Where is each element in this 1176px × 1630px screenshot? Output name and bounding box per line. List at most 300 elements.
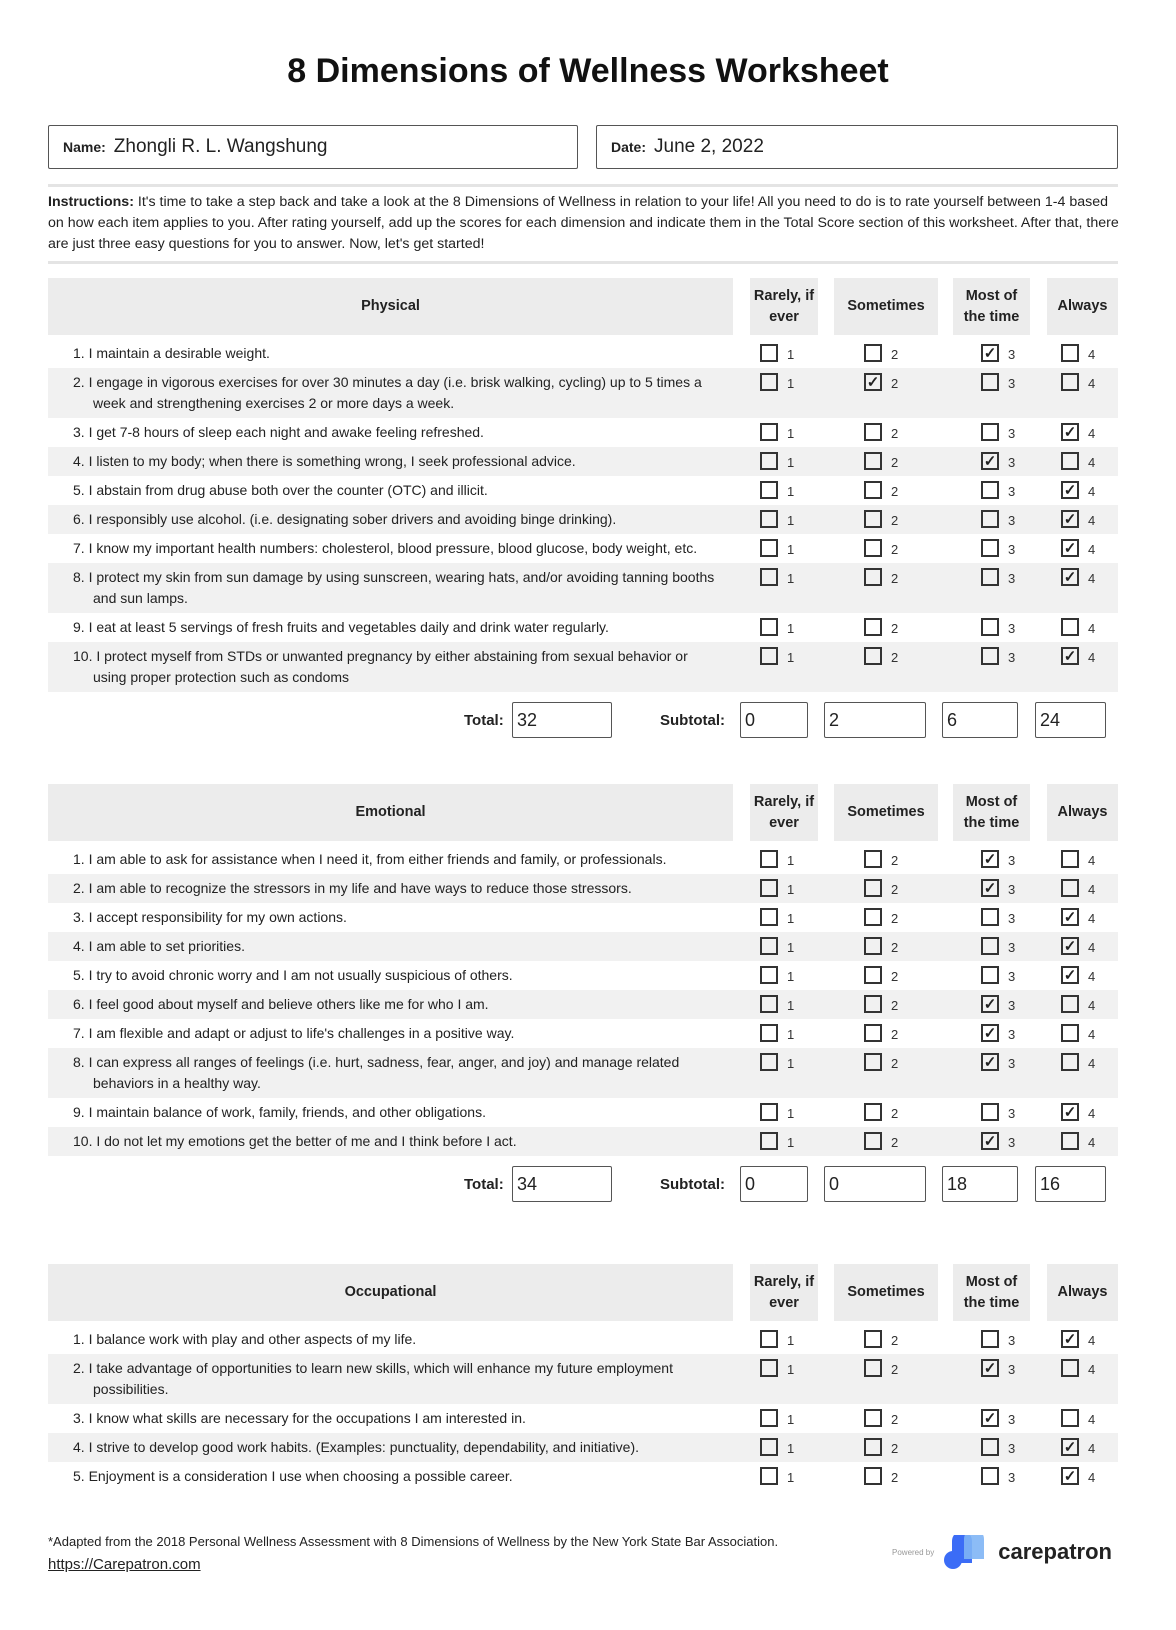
rating-value: 1	[787, 1135, 795, 1150]
divider	[48, 184, 1118, 187]
question-row	[48, 418, 1118, 447]
question-text: 3. I get 7-8 hours of sleep each night and awake feeling refreshed.	[73, 424, 484, 440]
rating-value: 4	[1088, 650, 1096, 665]
rating-option[interactable]	[750, 1019, 818, 1048]
checkbox[interactable]	[760, 539, 778, 557]
checkbox[interactable]: ✓	[1061, 423, 1079, 441]
rating-option[interactable]	[1047, 505, 1118, 534]
section-physical	[48, 278, 1118, 748]
checkbox[interactable]	[981, 618, 999, 636]
checkbox[interactable]	[760, 344, 778, 362]
rating-option[interactable]	[834, 418, 938, 447]
rating-option[interactable]	[834, 1127, 938, 1156]
checkbox[interactable]	[981, 1438, 999, 1456]
question-row	[48, 642, 1118, 692]
question-row	[48, 1048, 1118, 1098]
subtotal-field[interactable]: 0	[824, 1166, 926, 1202]
question-text: 1. I am able to ask for assistance when I need it, from either friends and family, or professionals.	[73, 851, 667, 867]
rating-option[interactable]	[750, 1048, 818, 1098]
checkbox[interactable]	[981, 937, 999, 955]
rating-value: 4	[1088, 940, 1096, 955]
subtotal-field[interactable]: 18	[942, 1166, 1018, 1202]
checkbox[interactable]: ✓	[1061, 1103, 1079, 1121]
rating-option[interactable]	[750, 339, 818, 368]
checkbox[interactable]	[864, 1359, 882, 1377]
rating-value: 1	[787, 940, 795, 955]
question-text: 2. I am able to recognize the stressors in my life and have ways to reduce those stressors.	[73, 880, 632, 896]
rating-option[interactable]	[750, 613, 818, 642]
checkbox[interactable]	[864, 510, 882, 528]
checkbox[interactable]	[864, 452, 882, 470]
rating-option[interactable]	[953, 642, 1030, 692]
section-emotional	[48, 784, 1118, 1212]
rating-option[interactable]	[953, 368, 1030, 418]
rating-option[interactable]	[834, 339, 938, 368]
question-text: 9. I eat at least 5 servings of fresh fruits and vegetables daily and drink water regularly.	[73, 619, 609, 635]
rating-option[interactable]	[750, 563, 818, 613]
question-row	[48, 1098, 1118, 1127]
rating-option[interactable]	[750, 903, 818, 932]
rating-option[interactable]	[750, 505, 818, 534]
rating-option[interactable]	[834, 1048, 938, 1098]
rating-option[interactable]	[953, 476, 1030, 505]
rating-value: 3	[1008, 571, 1016, 586]
total-field[interactable]: 32	[512, 702, 612, 738]
rating-value: 2	[891, 621, 899, 636]
rating-value: 3	[1008, 998, 1016, 1013]
checkbox[interactable]	[760, 908, 778, 926]
checkbox[interactable]	[864, 879, 882, 897]
checkbox[interactable]	[981, 539, 999, 557]
checkbox[interactable]	[1061, 1053, 1079, 1071]
checkbox[interactable]	[760, 1409, 778, 1427]
name-field[interactable]	[48, 125, 578, 169]
checkbox[interactable]	[864, 908, 882, 926]
checkbox[interactable]	[981, 908, 999, 926]
rating-option[interactable]	[834, 505, 938, 534]
rating-option[interactable]	[1047, 613, 1118, 642]
rating-option[interactable]	[1047, 563, 1118, 613]
rating-option[interactable]	[1047, 990, 1118, 1019]
question-row	[48, 563, 1118, 613]
rating-option[interactable]	[953, 1354, 1030, 1404]
checkbox[interactable]	[981, 510, 999, 528]
rating-option[interactable]	[1047, 1404, 1118, 1433]
checkbox[interactable]	[760, 1103, 778, 1121]
rating-option[interactable]	[953, 932, 1030, 961]
rating-value: 1	[787, 455, 795, 470]
checkbox[interactable]: ✓	[1061, 510, 1079, 528]
rating-option[interactable]	[953, 961, 1030, 990]
checkbox[interactable]: ✓	[981, 1359, 999, 1377]
rating-option[interactable]	[953, 418, 1030, 447]
checkbox[interactable]	[1061, 373, 1079, 391]
checkbox[interactable]: ✓	[1061, 568, 1079, 586]
rating-value: 1	[787, 347, 795, 362]
rating-value: 1	[787, 484, 795, 499]
rating-option[interactable]	[953, 1127, 1030, 1156]
rating-option[interactable]	[834, 1098, 938, 1127]
instructions-label: Instructions:	[48, 194, 134, 210]
checkbox[interactable]	[981, 647, 999, 665]
name-label: Name:	[63, 139, 106, 155]
rating-option[interactable]	[834, 447, 938, 476]
checkbox[interactable]	[760, 1024, 778, 1042]
rating-option[interactable]	[750, 1433, 818, 1462]
rating-option[interactable]	[834, 903, 938, 932]
rating-value: 4	[1088, 347, 1096, 362]
checkbox[interactable]	[760, 618, 778, 636]
checkbox[interactable]	[864, 995, 882, 1013]
checkbox[interactable]	[1061, 452, 1079, 470]
rating-option[interactable]	[953, 990, 1030, 1019]
rating-value: 4	[1088, 1362, 1096, 1377]
column-header: Sometimes	[834, 1264, 938, 1321]
rating-option[interactable]	[834, 1325, 938, 1354]
checkbox[interactable]	[864, 539, 882, 557]
question-row	[48, 1325, 1118, 1354]
rating-option[interactable]	[834, 642, 938, 692]
column-header: Rarely, if ever	[750, 784, 818, 841]
rating-option[interactable]	[750, 418, 818, 447]
subtotal-label: Subtotal:	[660, 711, 725, 729]
rating-option[interactable]	[750, 845, 818, 874]
rating-value: 4	[1088, 455, 1096, 470]
checkbox[interactable]	[760, 995, 778, 1013]
section-occupational	[48, 1264, 1118, 1491]
checkbox[interactable]: ✓	[864, 373, 882, 391]
checkbox[interactable]	[981, 423, 999, 441]
question-row	[48, 339, 1118, 368]
rating-option[interactable]	[1047, 1098, 1118, 1127]
checkbox[interactable]	[1061, 618, 1079, 636]
rating-option[interactable]	[750, 990, 818, 1019]
question-text: 1. I maintain a desirable weight.	[73, 345, 270, 361]
rating-option[interactable]	[750, 368, 818, 418]
checkbox[interactable]: ✓	[1061, 1438, 1079, 1456]
checkbox[interactable]	[864, 1024, 882, 1042]
rating-value: 4	[1088, 1470, 1096, 1485]
rating-option[interactable]	[1047, 642, 1118, 692]
rating-option[interactable]	[1047, 534, 1118, 563]
checkbox[interactable]	[1061, 1409, 1079, 1427]
rating-value: 1	[787, 911, 795, 926]
checkbox[interactable]	[1061, 879, 1079, 897]
brand-name: carepatron	[998, 1539, 1112, 1564]
checkbox[interactable]	[760, 452, 778, 470]
rating-option[interactable]	[953, 534, 1030, 563]
section-title: Emotional	[48, 784, 733, 841]
rating-option[interactable]	[1047, 1462, 1118, 1491]
checkbox[interactable]: ✓	[1061, 481, 1079, 499]
rating-value: 3	[1008, 650, 1016, 665]
checkbox[interactable]	[864, 618, 882, 636]
rating-option[interactable]	[1047, 1433, 1118, 1462]
checkbox[interactable]: ✓	[981, 1409, 999, 1427]
checkbox[interactable]	[981, 1103, 999, 1121]
rating-option[interactable]	[834, 1462, 938, 1491]
checkbox[interactable]	[760, 1438, 778, 1456]
rating-option[interactable]	[1047, 1127, 1118, 1156]
rating-option[interactable]	[1047, 932, 1118, 961]
rating-option[interactable]	[834, 932, 938, 961]
checkbox[interactable]: ✓	[981, 344, 999, 362]
checkbox[interactable]	[864, 937, 882, 955]
rating-value: 4	[1088, 571, 1096, 586]
subtotal-field[interactable]: 16	[1035, 1166, 1106, 1202]
rating-value: 4	[1088, 882, 1096, 897]
rating-option[interactable]	[750, 874, 818, 903]
checkbox[interactable]	[864, 647, 882, 665]
checkbox[interactable]: ✓	[1061, 647, 1079, 665]
name-value: Zhongli R. L. Wangshung	[113, 136, 328, 157]
checkbox[interactable]	[1061, 1024, 1079, 1042]
rating-option[interactable]	[1047, 1019, 1118, 1048]
checkbox[interactable]: ✓	[981, 995, 999, 1013]
rating-option[interactable]	[953, 1019, 1030, 1048]
checkbox[interactable]	[760, 1359, 778, 1377]
checkbox[interactable]	[864, 344, 882, 362]
question-text: 2. I engage in vigorous exercises for over 30 minutes a day (i.e. brisk walking, cycling) up to 5 times a week and strengthening exercises 2 or more days a week.	[73, 374, 702, 411]
question-text: 7. I am flexible and adapt or adjust to life's challenges in a positive way.	[73, 1025, 515, 1041]
rating-option[interactable]	[834, 990, 938, 1019]
date-field[interactable]	[596, 125, 1118, 169]
checkbox[interactable]	[981, 481, 999, 499]
rating-option[interactable]	[1047, 903, 1118, 932]
rating-option[interactable]	[1047, 1325, 1118, 1354]
rating-option[interactable]	[953, 1048, 1030, 1098]
rating-option[interactable]	[1047, 418, 1118, 447]
rating-value: 3	[1008, 1106, 1016, 1121]
rating-option[interactable]	[953, 845, 1030, 874]
rating-value: 3	[1008, 940, 1016, 955]
rating-value: 3	[1008, 376, 1016, 391]
subtotal-field[interactable]: 0	[740, 702, 808, 738]
rating-option[interactable]	[953, 1325, 1030, 1354]
rating-option[interactable]	[750, 1127, 818, 1156]
question-row	[48, 447, 1118, 476]
checkbox[interactable]: ✓	[981, 879, 999, 897]
question-text: 5. Enjoyment is a consideration I use when choosing a possible career.	[73, 1468, 513, 1484]
rating-value: 4	[1088, 1027, 1096, 1042]
checkbox[interactable]: ✓	[1061, 539, 1079, 557]
rating-option[interactable]	[1047, 845, 1118, 874]
checkbox[interactable]	[760, 1132, 778, 1150]
rating-value: 4	[1088, 376, 1096, 391]
rating-option[interactable]	[953, 1433, 1030, 1462]
checkbox[interactable]	[864, 423, 882, 441]
question-text: 3. I know what skills are necessary for the occupations I am interested in.	[73, 1410, 526, 1426]
checkbox[interactable]	[981, 568, 999, 586]
checkbox[interactable]: ✓	[1061, 1467, 1079, 1485]
checkbox[interactable]	[1061, 1132, 1079, 1150]
rating-option[interactable]	[834, 534, 938, 563]
checkbox[interactable]	[981, 1330, 999, 1348]
checkbox[interactable]	[760, 1467, 778, 1485]
rating-value: 3	[1008, 969, 1016, 984]
checkbox[interactable]	[1061, 1359, 1079, 1377]
checkbox[interactable]	[760, 647, 778, 665]
rating-value: 4	[1088, 621, 1096, 636]
checkbox[interactable]: ✓	[1061, 1330, 1079, 1348]
rating-value: 1	[787, 853, 795, 868]
rating-option[interactable]	[953, 613, 1030, 642]
rating-option[interactable]	[750, 534, 818, 563]
rating-option[interactable]	[834, 368, 938, 418]
checkbox[interactable]	[760, 966, 778, 984]
rating-option[interactable]	[953, 447, 1030, 476]
column-header: Sometimes	[834, 278, 938, 335]
checkbox[interactable]	[1061, 995, 1079, 1013]
rating-option[interactable]	[834, 1404, 938, 1433]
checkbox[interactable]: ✓	[1061, 966, 1079, 984]
rating-option[interactable]	[953, 1462, 1030, 1491]
rating-option[interactable]	[750, 476, 818, 505]
question-row	[48, 534, 1118, 563]
checkbox[interactable]	[760, 937, 778, 955]
rating-option[interactable]	[953, 1404, 1030, 1433]
checkbox[interactable]	[864, 1330, 882, 1348]
checkbox[interactable]	[864, 1467, 882, 1485]
rating-option[interactable]	[834, 613, 938, 642]
subtotal-field[interactable]: 24	[1035, 702, 1106, 738]
rating-option[interactable]	[1047, 1354, 1118, 1404]
checkbox[interactable]	[760, 423, 778, 441]
checkbox[interactable]	[981, 373, 999, 391]
checkbox[interactable]: ✓	[981, 1024, 999, 1042]
rating-option[interactable]	[1047, 961, 1118, 990]
checkbox[interactable]	[760, 481, 778, 499]
checkbox[interactable]	[864, 568, 882, 586]
rating-option[interactable]	[834, 961, 938, 990]
checkbox[interactable]	[864, 1438, 882, 1456]
rating-option[interactable]	[834, 874, 938, 903]
rating-option[interactable]	[750, 447, 818, 476]
rating-option[interactable]	[953, 563, 1030, 613]
rating-option[interactable]	[834, 476, 938, 505]
checkbox[interactable]	[760, 879, 778, 897]
subtotal-field[interactable]: 0	[740, 1166, 808, 1202]
rating-option[interactable]	[1047, 1048, 1118, 1098]
checkbox[interactable]	[864, 481, 882, 499]
totals-row	[48, 692, 1118, 748]
rating-value: 3	[1008, 347, 1016, 362]
rating-option[interactable]	[834, 845, 938, 874]
subtotal-field[interactable]: 2	[824, 702, 926, 738]
checkbox[interactable]: ✓	[1061, 908, 1079, 926]
rating-value: 4	[1088, 1412, 1096, 1427]
checkbox[interactable]	[864, 1409, 882, 1427]
rating-option[interactable]	[750, 932, 818, 961]
column-header: Sometimes	[834, 784, 938, 841]
checkbox[interactable]	[760, 568, 778, 586]
checkbox[interactable]	[760, 1330, 778, 1348]
rating-option[interactable]	[834, 1354, 938, 1404]
checkbox[interactable]	[1061, 850, 1079, 868]
rating-option[interactable]	[1047, 339, 1118, 368]
checkbox[interactable]	[864, 1132, 882, 1150]
checkbox[interactable]: ✓	[981, 1132, 999, 1150]
checkbox[interactable]	[864, 850, 882, 868]
question-row	[48, 845, 1118, 874]
checkbox[interactable]	[760, 373, 778, 391]
rating-option[interactable]	[953, 505, 1030, 534]
rating-option[interactable]	[1047, 874, 1118, 903]
question-text: 4. I listen to my body; when there is something wrong, I seek professional advice.	[73, 453, 576, 469]
rating-option[interactable]	[1047, 476, 1118, 505]
checkbox[interactable]	[864, 1053, 882, 1071]
carepatron-link[interactable]: https://Carepatron.com	[48, 1556, 201, 1573]
rating-option[interactable]	[1047, 368, 1118, 418]
rating-option[interactable]	[1047, 447, 1118, 476]
rating-value: 2	[891, 1441, 899, 1456]
column-header: Most of the time	[953, 1264, 1030, 1321]
rating-value: 4	[1088, 426, 1096, 441]
date-value: June 2, 2022	[654, 136, 764, 157]
rating-value: 1	[787, 1056, 795, 1071]
rating-value: 1	[787, 1362, 795, 1377]
checkbox[interactable]	[1061, 344, 1079, 362]
rating-option[interactable]	[750, 1325, 818, 1354]
rating-option[interactable]	[750, 1098, 818, 1127]
rating-option[interactable]	[750, 642, 818, 692]
checkbox[interactable]	[981, 1467, 999, 1485]
rating-value: 3	[1008, 621, 1016, 636]
rating-value: 2	[891, 1470, 899, 1485]
checkbox[interactable]: ✓	[981, 850, 999, 868]
rating-option[interactable]	[834, 1019, 938, 1048]
rating-option[interactable]	[750, 961, 818, 990]
checkbox[interactable]	[981, 966, 999, 984]
checkbox[interactable]	[864, 966, 882, 984]
rating-value: 2	[891, 1027, 899, 1042]
column-header: Rarely, if ever	[750, 1264, 818, 1321]
rating-value: 2	[891, 940, 899, 955]
carepatron-logo	[892, 1535, 1112, 1569]
rating-option[interactable]	[834, 1433, 938, 1462]
checkbox[interactable]: ✓	[981, 452, 999, 470]
question-text: 5. I abstain from drug abuse both over the counter (OTC) and illicit.	[73, 482, 488, 498]
total-field[interactable]: 34	[512, 1166, 612, 1202]
checkbox[interactable]: ✓	[1061, 937, 1079, 955]
rating-option[interactable]	[953, 874, 1030, 903]
rating-option[interactable]	[750, 1462, 818, 1491]
rating-value: 3	[1008, 455, 1016, 470]
checkbox[interactable]	[760, 850, 778, 868]
footnote: *Adapted from the 2018 Personal Wellness Assessment with 8 Dimensions of Wellness by the New York State Bar Association.	[48, 1534, 779, 1549]
question-text: 9. I maintain balance of work, family, friends, and other obligations.	[73, 1104, 486, 1120]
checkbox[interactable]	[760, 510, 778, 528]
rating-value: 1	[787, 571, 795, 586]
rating-option[interactable]	[953, 903, 1030, 932]
rating-option[interactable]	[750, 1404, 818, 1433]
checkbox[interactable]: ✓	[981, 1053, 999, 1071]
rating-value: 4	[1088, 1106, 1096, 1121]
rating-value: 1	[787, 621, 795, 636]
question-row	[48, 505, 1118, 534]
rating-option[interactable]	[953, 1098, 1030, 1127]
rating-value: 3	[1008, 1027, 1016, 1042]
rating-option[interactable]	[834, 563, 938, 613]
rating-value: 2	[891, 650, 899, 665]
rating-option[interactable]	[953, 339, 1030, 368]
question-text: 4. I strive to develop good work habits. (Examples: punctuality, dependability, and initiative).	[73, 1439, 640, 1455]
subtotal-field[interactable]: 6	[942, 702, 1018, 738]
rating-option[interactable]	[750, 1354, 818, 1404]
checkbox[interactable]	[760, 1053, 778, 1071]
rating-value: 2	[891, 542, 899, 557]
checkbox[interactable]	[864, 1103, 882, 1121]
